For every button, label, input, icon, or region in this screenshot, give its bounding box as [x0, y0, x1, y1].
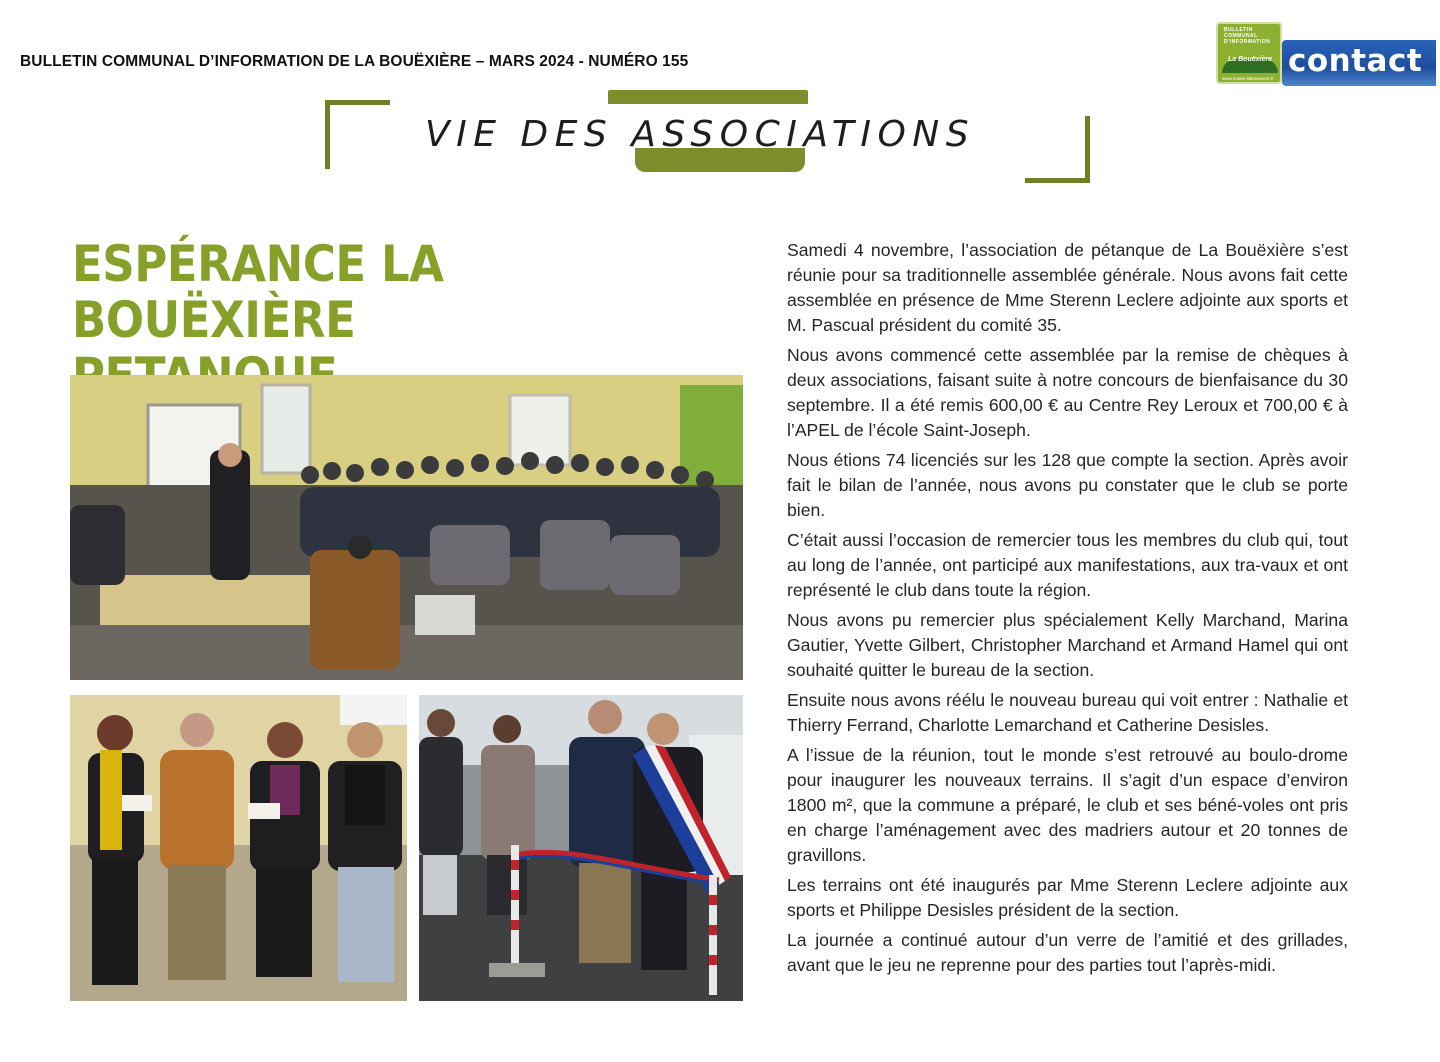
section-title: VIE DES ASSOCIATIONS [425, 114, 976, 155]
article-paragraph: Nous avons commencé cette assemblée par la remise de chèques à deux associations, faisant suite à notre concours de bienfaisance du 30 septembre. Il a été remis 600,00 € au Centre Rey Leroux et 700,00 € à l’APEL de l’école Saint-Joseph. [787, 345, 1348, 440]
article-body [787, 238, 1348, 983]
banner-corner-bottom-right [1025, 116, 1090, 183]
section-banner [325, 90, 1095, 182]
meeting-room-illustration [70, 375, 743, 680]
contact-logo [1216, 22, 1436, 86]
article-paragraph: Nous avons pu remercier plus spécialement Kelly Marchand, Marina Gautier, Yvette Gilbert, Christopher Marchand et Armand Hamel qui ont souhaité quitter le bureau de la section. [787, 610, 1348, 680]
article-paragraph: Nous étions 74 licenciés sur les 128 que compte la section. Après avoir fait le bilan de l’année, nous avons pu constater que le club se porte bien. [787, 450, 1348, 520]
article-paragraph: Les terrains ont été inaugurés par Mme Sterenn Leclere adjointe aux sports et Philippe Desisles président de la section. [787, 875, 1348, 920]
meeting-room-photo [70, 375, 743, 680]
article-paragraph: Ensuite nous avons réélu le nouveau bureau qui voit entrer : Nathalie et Thierry Ferrand, Charlotte Lemarchand et Catherine Desisles. [787, 690, 1348, 735]
article-paragraph: C’était aussi l’occasion de remercier tous les membres du club qui, tout au long de l’année, ont participé aux manifestations, aux tra-vaux et ont représenté le club dans toute la région. [787, 530, 1348, 600]
bulletin-header: BULLETIN COMMUNAL D’INFORMATION DE LA BOUËXIÈRE – MARS 2024 - NUMÉRO 155 [20, 53, 689, 70]
ribbon-cutting-photo [419, 695, 743, 1001]
town-logo-badge [1216, 22, 1282, 84]
article-paragraph: Samedi 4 novembre, l’association de pétanque de La Bouëxière s’est réunie pour sa traditionnelle assemblée générale. Nous avons fait cette assemblée en présence de Mme Sterenn Leclere adjointe aux sports et M. Pascual président du comité 35. [787, 240, 1348, 335]
contact-wordmark [1282, 40, 1436, 86]
banner-corner-top-left [325, 100, 390, 169]
article-title-line1: ESPÉRANCE LA BOUËXIÈRE [72, 235, 444, 349]
article-paragraph: A l’issue de la réunion, tout le monde s’est retrouvé au boulo-drome pour inaugurer les nouveaux terrains. Il s’agit d’un espace d’environ 1800 m², que la commune a préparé, le club et ses béné-voles ont pris en charge l’aménagement avec des madriers autour et 20 tonnes de gravillons. [787, 745, 1348, 865]
logo-mini-text: BULLETIN COMMUNAL D'INFORMATION [1224, 27, 1271, 45]
cheque-handover-photo [70, 695, 407, 1001]
article-paragraph: La journée a continué autour d’un verre de l’amitié et des grillades, avant que le jeu ne reprenne pour des parties tout l’après-midi. [787, 930, 1348, 975]
cheque-handover-illustration [70, 695, 407, 1001]
logo-url: www.mairie-labouexiere.fr [1222, 76, 1274, 81]
logo-town: La Bouëxière [1228, 56, 1272, 63]
banner-bar-top [608, 90, 808, 104]
ribbon-cutting-illustration [419, 695, 743, 1001]
contact-wordmark-text: contact [1288, 43, 1423, 79]
